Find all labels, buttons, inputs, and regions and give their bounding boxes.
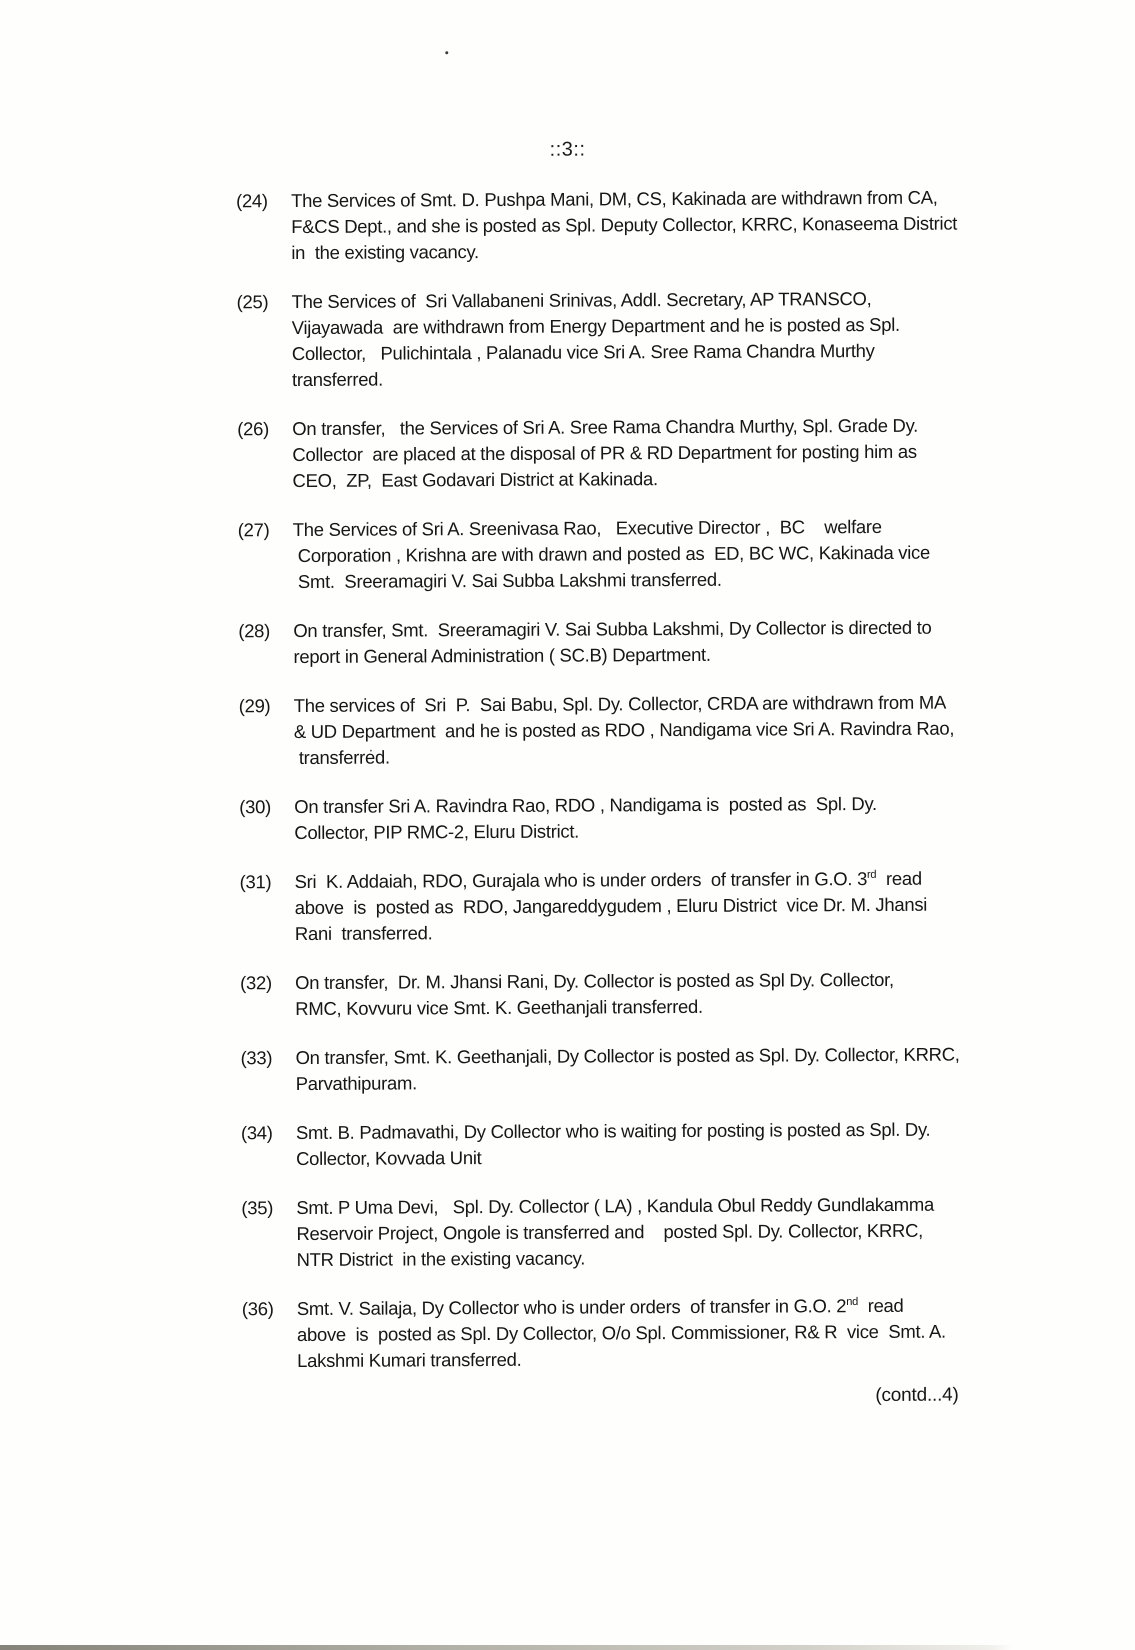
text-line: On transfer, Dr. M. Jhansi Rani, Dy. Collector is posted as Spl Dy. Collector,	[295, 968, 894, 994]
order-item	[240, 966, 1000, 1022]
text-line: above is posted as Spl. Dy Collector, O/o Spl. Commissioner, R& R vice Smt. A.	[296, 1320, 946, 1346]
text-line: Smt. V. Sailaja, Dy Collector who is under orders of transfer in G.O. 2nd read	[296, 1294, 904, 1320]
item-text	[297, 1292, 1002, 1374]
text-line: On transfer, Smt. Sreeramagiri V. Sai Subba Lakshmi, Dy Collector is directed to	[293, 616, 932, 642]
item-text	[293, 614, 998, 670]
text-line: Smt. B. Padmavathi, Dy Collector who is waiting for posting is posted as Spl. Dy.	[295, 1118, 931, 1144]
order-item	[241, 1116, 1001, 1172]
text-line: The Services of Sri A. Sreenivasa Rao, Executive Director , BC welfare	[292, 515, 882, 541]
scan-speck	[445, 51, 448, 54]
item-text	[295, 966, 1000, 1022]
order-item	[239, 689, 999, 771]
text-line: The services of Sri P. Sai Babu, Spl. Dy. Collector, CRDA are withdrawn from MA	[293, 691, 947, 717]
text-line: Corporation , Krishna are with drawn and posted as ED, BC WC, Kakinada vice	[292, 541, 931, 567]
text-line: Reservoir Project, Ongole is transferred and posted Spl. Dy. Collector, KRRC,	[296, 1219, 924, 1245]
item-number: (26)	[237, 418, 269, 440]
item-number: (32)	[240, 972, 272, 994]
order-item	[238, 614, 998, 670]
order-item	[240, 865, 1000, 947]
item-text	[296, 1191, 1001, 1273]
text-line: report in General Administration ( SC.B) Department.	[293, 643, 711, 668]
scan-edge-artifact	[0, 1645, 1012, 1650]
text-line: transferred.	[293, 746, 390, 769]
text-line: On transfer, the Services of Sri A. Sree Rama Chandra Murthy, Spl. Grade Dy.	[292, 414, 919, 440]
text-line: transferred.	[291, 368, 384, 391]
text-line: in the existing vacancy.	[291, 241, 479, 264]
order-item	[236, 184, 996, 266]
order-item	[237, 412, 997, 494]
text-line: F&CS Dept., and she is posted as Spl. Deputy Collector, KRRC, Konaseema District	[291, 212, 958, 238]
item-number: (31)	[239, 871, 272, 893]
text-line: Parvathipuram.	[295, 1072, 417, 1095]
order-item	[239, 790, 999, 846]
item-text	[295, 865, 1000, 947]
item-text	[294, 790, 999, 846]
order-item	[241, 1191, 1001, 1273]
text-line: Sri K. Addaiah, RDO, Gurajala who is under orders of transfer in G.O. 3rd read	[294, 867, 922, 893]
text-line: Collector, PIP RMC-2, Eluru District.	[294, 820, 580, 844]
item-text	[295, 1041, 1000, 1097]
item-text	[292, 285, 998, 393]
item-number: (35)	[241, 1197, 274, 1219]
item-text	[292, 412, 997, 494]
item-number: (34)	[240, 1122, 273, 1144]
order-items-list	[236, 184, 1002, 1397]
order-item	[242, 1292, 1002, 1374]
text-line: On transfer Sri A. Ravindra Rao, RDO , Nandigama is posted as Spl. Dy.	[294, 792, 877, 818]
item-number: (25)	[236, 291, 269, 313]
text-line: On transfer, Smt. K. Geethanjali, Dy Collector is posted as Spl. Dy. Collector, KRRC,	[295, 1043, 960, 1069]
item-number: (27)	[237, 519, 270, 541]
item-text	[294, 689, 999, 771]
text-line: RMC, Kovvuru vice Smt. K. Geethanjali transferred.	[295, 995, 703, 1020]
text-line: CEO, ZP, East Godavari District at Kakinada.	[292, 468, 658, 492]
item-number: (30)	[239, 796, 271, 818]
text-line: above is posted as RDO, Jangareddygudem , Eluru District vice Dr. M. Jhansi	[294, 893, 928, 919]
item-text	[293, 513, 998, 595]
text-line: Lakshmi Kumari transferred.	[297, 1348, 522, 1372]
item-text	[296, 1116, 1001, 1172]
page-number-header: ::3::	[549, 138, 586, 161]
order-item	[240, 1041, 1000, 1097]
text-line: The Services of Sri Vallabaneni Srinivas, Addl. Secretary, AP TRANSCO,	[291, 288, 872, 313]
text-line: The Services of Smt. D. Pushpa Mani, DM, CS, Kakinada are withdrawn from CA,	[290, 186, 938, 212]
item-number: (33)	[240, 1047, 273, 1069]
text-line: NTR District in the existing vacancy.	[296, 1247, 586, 1271]
text-line: Smt. Sreeramagiri V. Sai Subba Lakshmi transferred.	[292, 568, 722, 593]
item-text	[291, 184, 996, 266]
text-line: Vijayawada are withdrawn from Energy Department and he is posted as Spl.	[291, 313, 900, 339]
text-line: Collector are placed at the disposal of PR & RD Department for posting him as	[292, 440, 917, 466]
text-line: Smt. P Uma Devi, Spl. Dy. Collector ( LA) , Kandula Obul Reddy Gundlakamma	[296, 1193, 935, 1219]
item-number: (29)	[238, 695, 271, 717]
order-item	[238, 513, 998, 595]
text-line: Collector, Pulichintala , Palanadu vice Sri A. Sree Rama Chandra Murthy	[291, 339, 875, 365]
item-number: (28)	[238, 620, 271, 642]
text-line: Rani transferred.	[294, 922, 433, 945]
order-item	[237, 285, 998, 393]
item-number: (36)	[241, 1298, 274, 1320]
text-line: Collector, Kovvada Unit	[296, 1147, 482, 1170]
item-number: (24)	[235, 190, 268, 212]
text-line: & UD Department and he is posted as RDO , Nandigama vice Sri A. Ravindra Rao,	[293, 717, 955, 743]
contd-note: (contd...4)	[875, 1384, 959, 1407]
